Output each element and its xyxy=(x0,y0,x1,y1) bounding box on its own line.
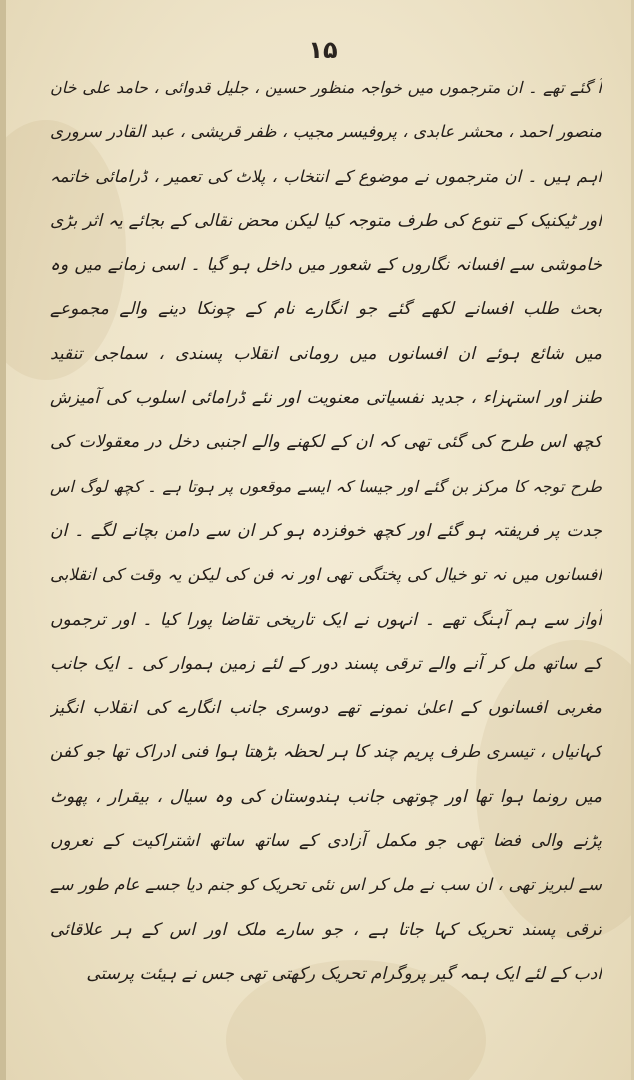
text-line: افسانوں میں نہ تو خیال کی پختگی تھی اور نہ فن کی لیکن یہ وقت کی انقلابی xyxy=(50,565,602,585)
text-line: ادب کے لئے ایک ہمہ گیر پروگرام تحریک رکھتی تھی جس نے ہیئت پرستی xyxy=(86,963,602,984)
text-line: میں رونما ہوا تھا اور چوتھی جانب ہندوستان کی وہ سیال ، بیقرار ، پھوٹ xyxy=(50,786,602,807)
text-line: سے لبریز تھی ، ان سب نے مل کر اس نئی تحریک کو جنم دیا جسے عام طور سے xyxy=(50,875,602,895)
text-line: طرح توجہ کا مرکز بن گئے اور جیسا کہ ایسے موقعوں پر ہوتا ہے ۔ کچھ لوگ اس xyxy=(50,476,602,496)
text-line: منصور احمد ، محشر عابدی ، پروفیسر مجیب ، ظفر قریشی ، عبد القادر سروری xyxy=(50,122,602,142)
text-line: طنز اور استہزاء ، جدید نفسیاتی معنویت اور نئے ڈرامائی اسلوب کی آمیزش xyxy=(50,388,602,409)
text-line: کہانیاں ، تیسری طرف پریم چند کا ہر لحظہ بڑھتا ہوا فنی ادراک تھا جو کفن xyxy=(50,742,602,763)
text-line: میں شائع ہوئے ان افسانوں میں رومانی انقلاب پسندی ، سماجی تنقید xyxy=(50,343,602,364)
text-line: مغربی افسانوں کے اعلیٰ نمونے تھے دوسری جانب انگارے کی انقلاب انگیز xyxy=(50,698,602,719)
text-line: پڑنے والی فضا تھی جو مکمل آزادی کے ساتھ ساتھ اشتراکیت کے نعروں xyxy=(50,831,602,852)
body-text xyxy=(50,66,602,996)
text-line: آ گئے تھے ۔ ان مترجموں میں خواجہ منظور حسین ، جلیل قدوائی ، حامد علی خان xyxy=(50,78,602,97)
page-number: ۱۵ xyxy=(308,36,338,64)
text-line: خاموشی سے افسانہ نگاروں کے شعور میں داخل ہو گیا ۔ اسی زمانے میں وہ xyxy=(50,255,602,276)
text-line: کے ساتھ مل کر آنے والے ترقی پسند دور کے لئے زمین ہموار کی ۔ ایک جانب xyxy=(50,653,602,674)
text-line: آواز سے ہم آہنگ تھے ۔ انہوں نے ایک تاریخی تقاضا پورا کیا ۔ اور ترجموں xyxy=(50,609,602,630)
text-line: بحث طلب افسانے لکھے گئے جو انگارے نام کے چونکا دینے والے مجموعے xyxy=(50,299,602,320)
text-line: اور ٹیکنیک کے تنوع کی طرف متوجہ کیا لیکن محض نقالی کے بجائے یہ اثر بڑی xyxy=(50,210,602,231)
text-line: اہم ہیں ۔ ان مترجموں نے موضوع کے انتخاب ، پلاٹ کی تعمیر ، ڈرامائی خاتمہ xyxy=(50,166,602,186)
text-line: کچھ اس طرح کی گئی تھی کہ ان کے لکھنے والے اجنبی دخل در معقولات کی xyxy=(50,432,602,453)
text-line: جدت پر فریفتہ ہو گئے اور کچھ خوفزدہ ہو کر ان سے دامن بچانے لگے ۔ ان xyxy=(50,520,602,541)
text-line: ترقی پسند تحریک کہا جاتا ہے ، جو سارے ملک اور اس کے ہر علاقائی xyxy=(50,919,602,940)
